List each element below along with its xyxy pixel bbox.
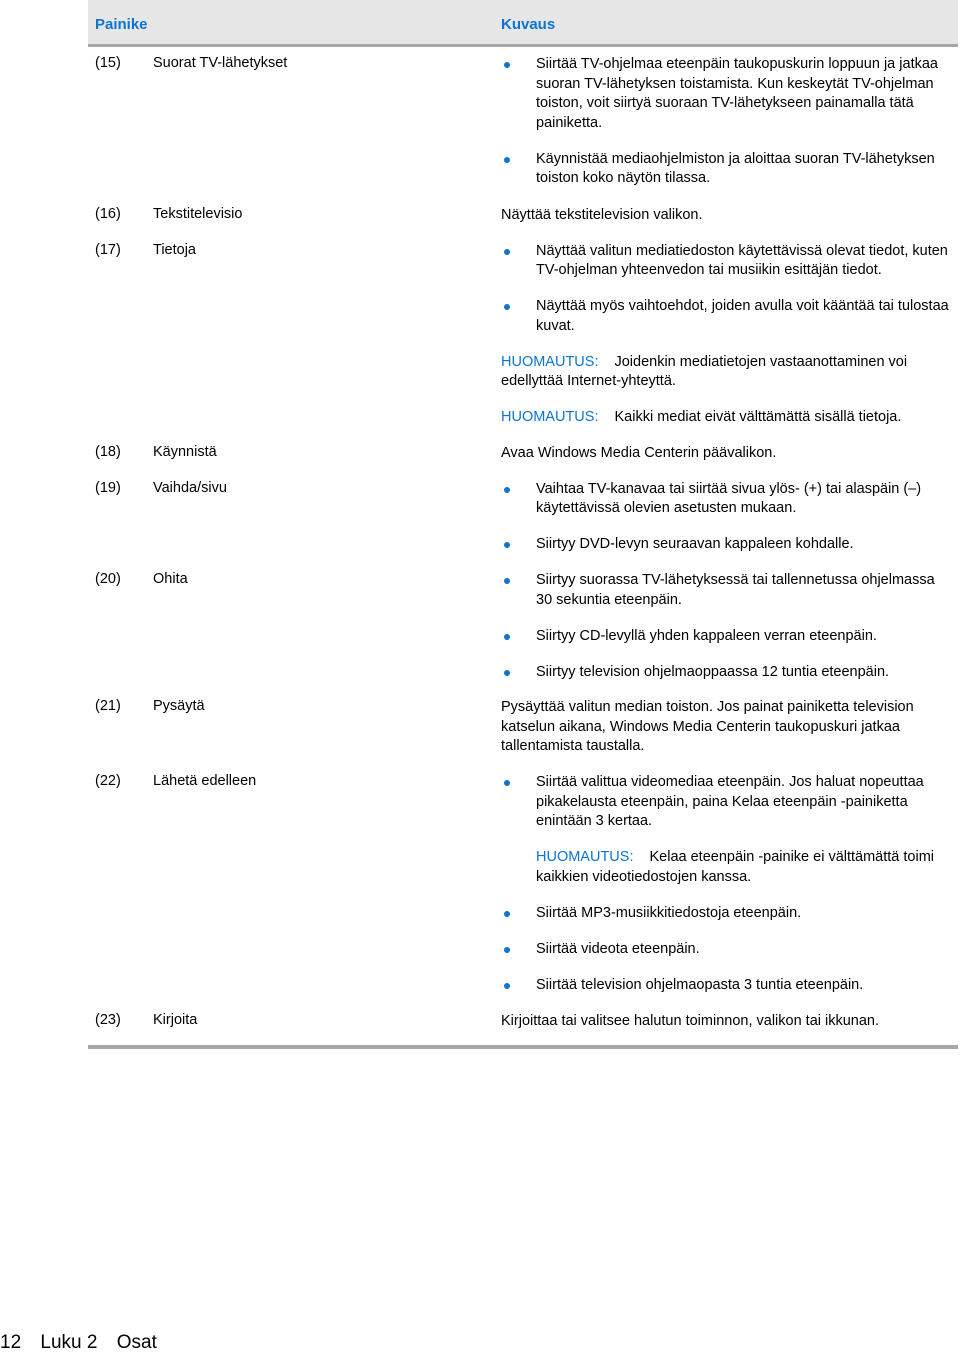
bullet-text: Siirtyy CD-levyllä yhden kappaleen verran eteenpäin. [536, 627, 877, 644]
column-header-button: Painike [95, 16, 148, 33]
bullet-text: Siirtyy suorassa TV-lähetyksessä tai tallennetussa ohjelmassa 30 sekuntia eteenpäin. [536, 572, 935, 608]
list-item [501, 150, 950, 189]
button-name: Suorat TV-lähetykset [153, 55, 288, 71]
row-number: (22) [95, 773, 121, 789]
note [536, 848, 950, 887]
bullet-icon [504, 947, 510, 953]
row-description [501, 571, 950, 682]
row-number: (23) [95, 1011, 121, 1028]
row-description [501, 55, 950, 189]
row-description [501, 773, 950, 995]
bullet-icon [504, 578, 510, 584]
table-row [95, 242, 950, 428]
row-description [501, 480, 950, 555]
bullet-icon [504, 304, 510, 310]
table-row [95, 1012, 950, 1032]
chapter-title: Osat [116, 1332, 157, 1353]
bullet-text: Siirtää television ohjelmaopasta 3 tuntia eteenpäin. [536, 976, 864, 993]
table-bottom-rule [88, 1045, 958, 1049]
note-label: HUOMAUTUS: [501, 409, 599, 425]
bullet-text: Vaihtaa TV-kanavaa tai siirtää sivua ylös- (+) tai alaspäin (–) käytettävissä olevien asetusten mukaan. [536, 480, 922, 516]
row-description [501, 242, 950, 428]
list-item [501, 940, 950, 960]
list-item [501, 904, 950, 924]
row-number: (21) [95, 698, 121, 714]
list-item [501, 535, 950, 555]
list-item [501, 480, 950, 519]
list-item [501, 663, 950, 683]
note-text: Kaikki mediat eivät välttämättä sisällä tietoja. [614, 409, 902, 425]
note-text: Kelaa eteenpäin -painike ei välttämättä toimi kaikkien videotiedostojen kanssa. [536, 849, 935, 885]
table-row [95, 698, 950, 757]
bullet-icon [504, 249, 510, 255]
bullet-icon [504, 487, 510, 493]
bullet-text: Siirtää valittua videomediaa eteenpäin. Jos haluat nopeuttaa pikakelausta eteenpäin, paina Kelaa eteenpäin -painiketta enintään 3 kertaa. [536, 774, 924, 829]
note-label: HUOMAUTUS: [536, 849, 634, 865]
bullet-text: Siirtyy DVD-levyn seuraavan kappaleen kohdalle. [536, 536, 854, 552]
list-item [501, 976, 950, 996]
table-row [95, 206, 950, 226]
bullet-icon [504, 157, 510, 163]
table-body [95, 55, 950, 1031]
note [501, 408, 950, 428]
button-name: Tekstitelevisio [153, 205, 243, 222]
bullet-icon [504, 780, 510, 786]
table-row [95, 773, 950, 995]
bullet-text: Siirtyy television ohjelmaoppaassa 12 tuntia eteenpäin. [536, 663, 890, 680]
bullet-icon [504, 983, 510, 989]
bullet-text: Näyttää valitun mediatiedoston käytettävissä olevat tiedot, kuten TV-ohjelman yhteenvedon tai musiikin esittäjän tiedot. [536, 242, 948, 278]
page-number: 12 [0, 1332, 22, 1353]
bullet-text: Käynnistää mediaohjelmiston ja aloittaa suoran TV-lähetyksen toiston koko näytön tilassa. [536, 150, 935, 186]
table-row [95, 480, 950, 555]
note [501, 353, 950, 392]
button-name: Kirjoita [153, 1011, 198, 1028]
button-name: Käynnistä [153, 443, 217, 460]
list-item [501, 297, 950, 336]
bullet-text: Siirtää MP3-musiikkitiedostoja eteenpäin. [536, 904, 802, 921]
bullet-text: Näyttää myös vaihtoehdot, joiden avulla voit kääntää tai tulostaa kuvat. [536, 298, 949, 334]
row-number: (19) [95, 479, 121, 496]
button-name: Vaihda/sivu [153, 479, 227, 496]
bullet-text: Siirtää videota eteenpäin. [536, 940, 700, 957]
bullet-text: Siirtää TV-ohjelmaa eteenpäin taukopuskurin loppuun ja jatkaa suoran TV-lähetyksen toistamista. Kun keskeytät TV-ohjelman toiston, voit siirtyä suoraan TV-lähetykseen painamalla tätä painiketta. [536, 56, 938, 131]
chapter-label: Luku 2 [40, 1332, 98, 1353]
row-description: Pysäyttää valitun median toiston. Jos painat painiketta television katselun aikana, Windows Media Centerin taukopuskuri jatkaa tallentamista taustalla. [501, 699, 914, 754]
button-name: Ohita [153, 571, 188, 587]
button-name: Lähetä edelleen [153, 773, 257, 789]
table-header [88, 0, 958, 47]
bullet-icon [504, 911, 510, 917]
bullet-icon [504, 62, 510, 68]
row-number: (20) [95, 571, 121, 587]
row-description: Kirjoittaa tai valitsee halutun toiminnon, valikon tai ikkunan. [501, 1012, 880, 1029]
button-name: Pysäytä [153, 698, 205, 714]
row-number: (18) [95, 443, 121, 460]
bullet-icon [504, 670, 510, 676]
note-label: HUOMAUTUS: [501, 353, 599, 370]
row-description: Avaa Windows Media Centerin päävalikon. [501, 444, 777, 461]
row-description: Näyttää tekstitelevision valikon. [501, 206, 703, 223]
bullet-icon [504, 542, 510, 548]
row-number: (17) [95, 241, 121, 258]
list-item [501, 242, 950, 281]
list-item [501, 773, 950, 832]
list-item [501, 571, 950, 610]
button-name: Tietoja [153, 241, 196, 258]
column-header-description: Kuvaus [501, 16, 556, 33]
row-number: (16) [95, 205, 121, 222]
bullet-icon [504, 634, 510, 640]
list-item [501, 627, 950, 647]
table-row [95, 444, 950, 464]
table-row [95, 55, 950, 189]
table-row [95, 571, 950, 682]
note-text: Joidenkin mediatietojen vastaanottaminen voi edellyttää Internet-yhteyttä. [501, 353, 908, 389]
list-item [501, 55, 950, 133]
row-number: (15) [95, 55, 121, 71]
